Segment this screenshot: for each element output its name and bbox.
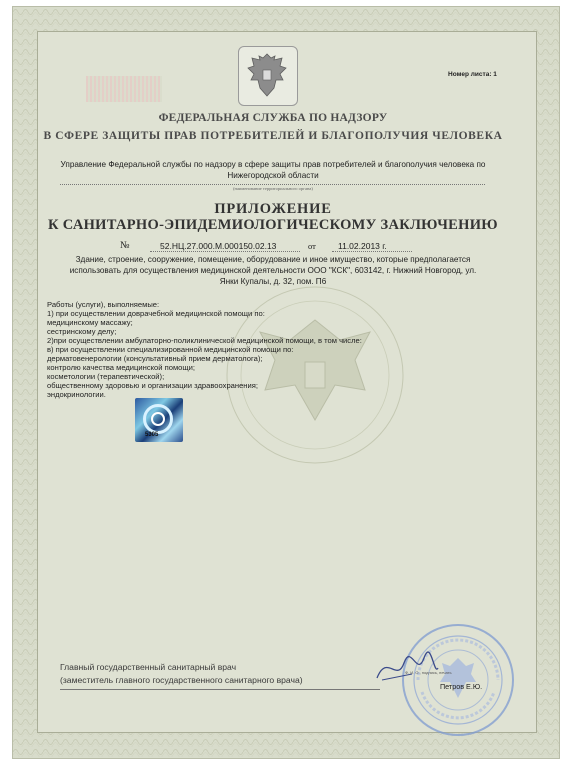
office-hint: (наименование территориального органа) [233,186,313,191]
document-title-line2: К САНИТАРНО-ЭПИДЕМИОЛОГИЧЕСКОМУ ЗАКЛЮЧЕНИЮ [48,217,498,233]
works-line: 2)при осуществлении амбулаторно-поликлинической медицинской помощи, в том числе: [47,336,362,345]
works-line: дерматовенерологии (консультативный прием дерматолога); [47,354,263,363]
object-line2: использовать для осуществления медицинской деятельности ООО "КСК", 603142, г. Нижний Новгород, ул. [69,266,477,275]
works-line: эндокринологии. [47,390,106,399]
territorial-office-line2: Нижегородской области [227,171,319,180]
hologram-code: 5305 [145,432,159,438]
decorative-band [86,76,162,102]
number-sign: № [120,240,130,251]
conclusion-number: 52.НЦ.27.000.М.000150.02.13 [160,241,277,251]
number-underline [150,251,300,252]
sheet-number: Номер листа: 1 [448,71,497,78]
works-line: контролю качества медицинской помощи; [47,363,195,372]
works-line: сестринскому делу; [47,327,117,336]
works-line: общественному здоровью и организации здравоохранения; [47,381,258,390]
document-title-line1: ПРИЛОЖЕНИЕ [214,201,332,217]
signature-line [60,689,380,690]
agency-name-line1: ФЕДЕРАЛЬНАЯ СЛУЖБА ПО НАДЗОРУ [158,112,388,124]
works-line: в) при осуществлении специализированной медицинской помощи по: [47,345,294,354]
hologram-core [151,412,165,426]
signer-role-line1: Главный государственный санитарный врач [60,662,237,672]
conclusion-date: 11.02.2013 г. [338,241,387,251]
signature-caption: Ф. И. О., подпись, печать [405,670,452,675]
works-line: медицинскому массажу; [47,318,133,327]
object-line1: Здание, строение, сооружение, помещение, оборудование и иное имущество, которые предполагается [75,255,471,264]
office-underline [60,184,485,185]
date-from-label: от [308,241,316,251]
works-line: Работы (услуги), выполняемые: [47,300,160,309]
handwritten-signature [372,648,442,688]
agency-name-line2: В СФЕРЕ ЗАЩИТЫ ПРАВ ПОТРЕБИТЕЛЕЙ И БЛАГОПОЛУЧИЯ ЧЕЛОВЕКА [43,130,503,142]
works-line: 1) при осуществлении доврачебной медицинской помощи по: [47,309,265,318]
object-line3: Янки Купалы, д. 32, пом. П6 [219,277,327,286]
date-underline [332,251,412,252]
signer-role-line2: (заместитель главного государственного санитарного врача) [60,675,303,685]
signer-name: Петров Е.Ю. [440,682,483,691]
works-line: косметологии (терапевтической); [47,372,165,381]
coat-of-arms-icon [244,50,290,100]
territorial-office-line1: Управление Федеральной службы по надзору в сфере защиты прав потребителей и благополучия человека по [60,160,486,169]
